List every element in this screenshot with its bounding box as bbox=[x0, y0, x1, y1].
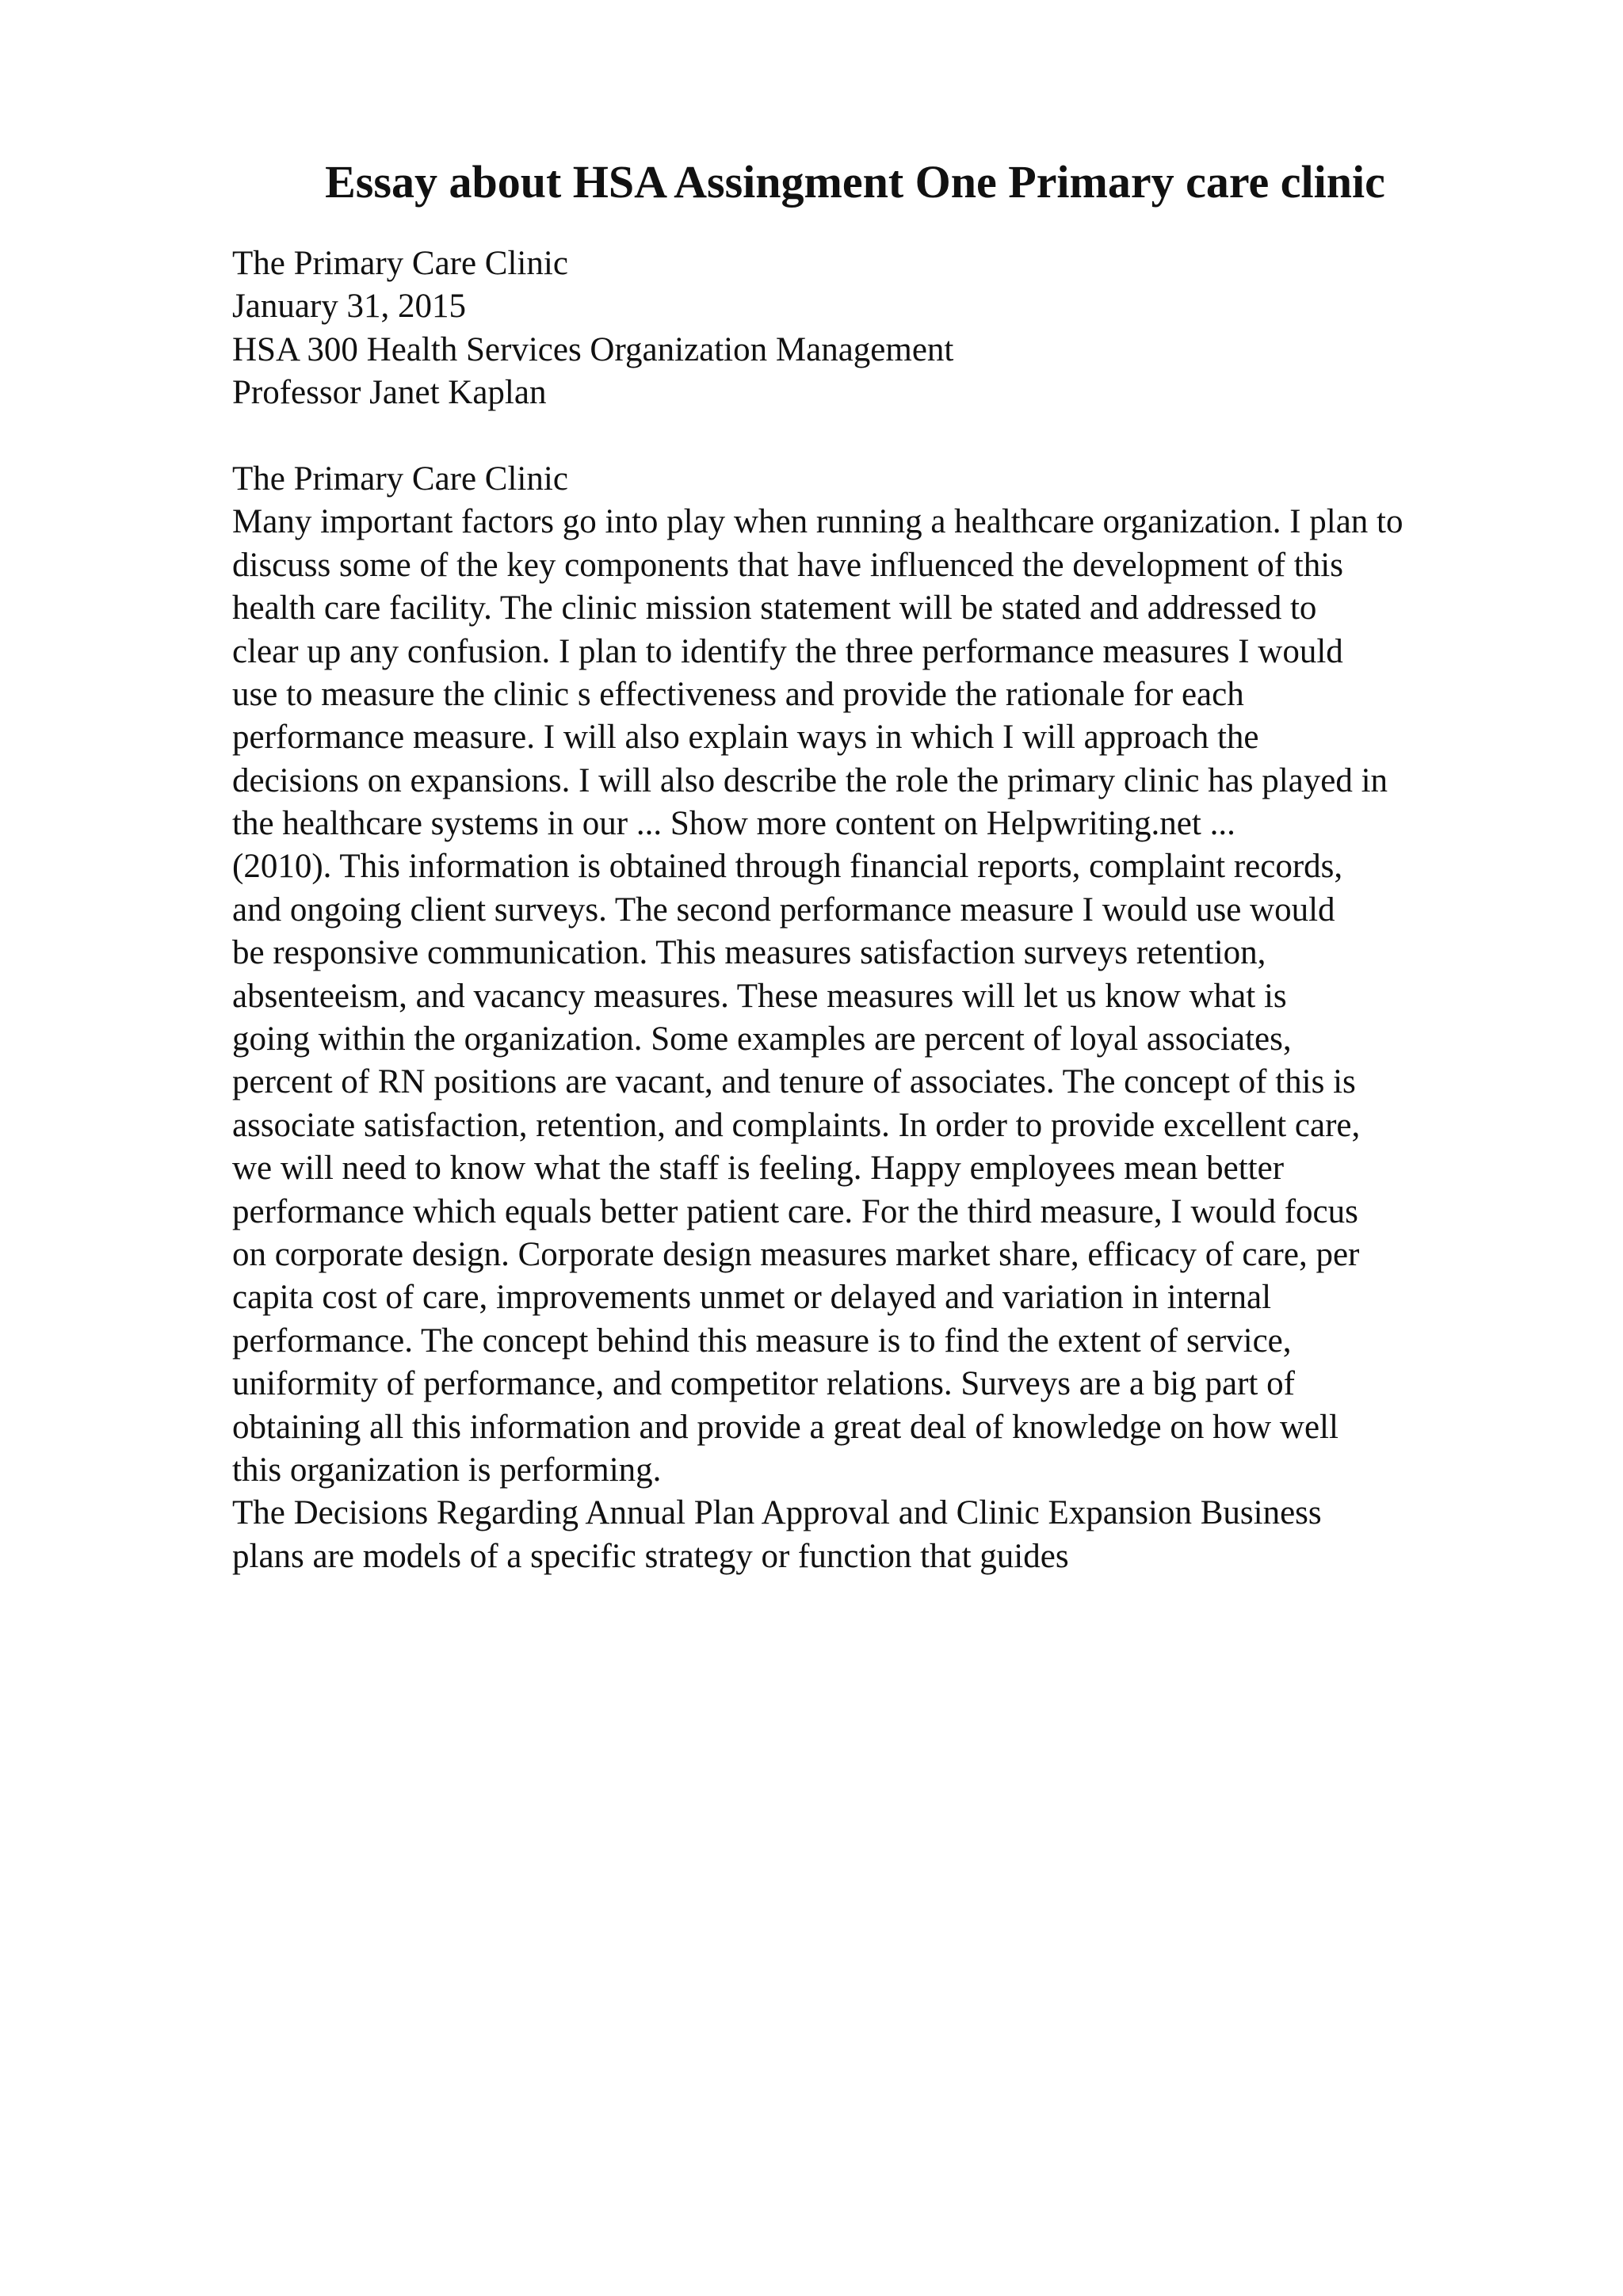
header-line-date: January 31, 2015 bbox=[232, 288, 466, 326]
body-line: this organization is performing. bbox=[232, 1451, 662, 1489]
body-line: performance measure. I will also explain ways in which I will approach the bbox=[232, 719, 1259, 757]
body-line: going within the organization. Some examples are percent of loyal associates, bbox=[232, 1020, 1292, 1058]
body-line: discuss some of the key components that have influenced the development of this bbox=[232, 546, 1343, 584]
body-line: absenteeism, and vacancy measures. These measures will let us know what is bbox=[232, 977, 1287, 1015]
section-heading: The Primary Care Clinic bbox=[232, 460, 568, 498]
body-line: on corporate design. Corporate design measures market share, efficacy of care, per bbox=[232, 1235, 1360, 1273]
header-line-professor: Professor Janet Kaplan bbox=[232, 374, 547, 412]
body-line: and ongoing client surveys. The second performance measure I would use would bbox=[232, 891, 1335, 929]
body-line: performance. The concept behind this measure is to find the extent of service, bbox=[232, 1322, 1292, 1360]
body-line: clear up any confusion. I plan to identify the three performance measures I would bbox=[232, 632, 1343, 670]
body-line: the healthcare systems in our ... Show more content on Helpwriting.net ... bbox=[232, 805, 1235, 843]
body-line: associate satisfaction, retention, and complaints. In order to provide excellent care, bbox=[232, 1106, 1361, 1144]
body-line: (2010). This information is obtained through financial reports, complaint records, bbox=[232, 848, 1343, 886]
document-title: Essay about HSA Assingment One Primary care clinic bbox=[325, 156, 1385, 208]
body-line: percent of RN positions are vacant, and tenure of associates. The concept of this is bbox=[232, 1063, 1356, 1101]
body-line: capita cost of care, improvements unmet or delayed and variation in internal bbox=[232, 1279, 1272, 1317]
body-line: performance which equals better patient care. For the third measure, I would focus bbox=[232, 1192, 1358, 1230]
body-line: plans are models of a specific strategy or function that guides bbox=[232, 1537, 1069, 1575]
body-line: obtaining all this information and provide a great deal of knowledge on how well bbox=[232, 1408, 1338, 1446]
body-line: The Decisions Regarding Annual Plan Approval and Clinic Expansion Business bbox=[232, 1494, 1322, 1532]
header-line-clinic: The Primary Care Clinic bbox=[232, 245, 568, 282]
body-line: health care facility. The clinic mission statement will be stated and addressed to bbox=[232, 589, 1317, 627]
body-line: we will need to know what the staff is feeling. Happy employees mean better bbox=[232, 1150, 1285, 1188]
body-line: decisions on expansions. I will also describe the role the primary clinic has played in bbox=[232, 761, 1388, 799]
body-line: use to measure the clinic s effectiveness and provide the rationale for each bbox=[232, 675, 1244, 713]
body-line: uniformity of performance, and competitor relations. Surveys are a big part of bbox=[232, 1365, 1295, 1403]
header-line-course: HSA 300 Health Services Organization Management bbox=[232, 330, 954, 368]
body-line: be responsive communication. This measures satisfaction surveys retention, bbox=[232, 934, 1266, 972]
document-body bbox=[232, 242, 1516, 1578]
paragraph-gap bbox=[232, 415, 1516, 458]
body-line: Many important factors go into play when running a healthcare organization. I plan to bbox=[232, 503, 1403, 541]
